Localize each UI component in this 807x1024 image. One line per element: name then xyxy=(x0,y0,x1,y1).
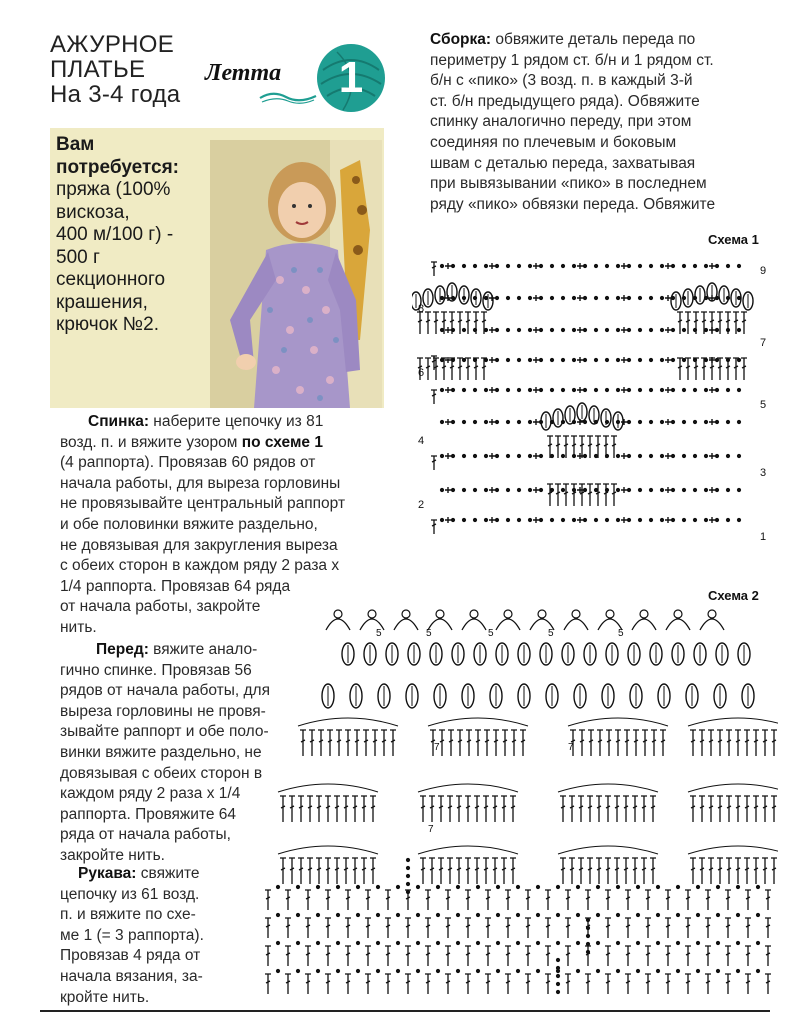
row-number: 7 xyxy=(760,337,767,349)
pered-line: каждом ряду 2 раза х 1/4 xyxy=(60,785,241,803)
brand-logo: Летта xyxy=(205,60,282,86)
row-number: 4 xyxy=(418,435,425,447)
materials-text xyxy=(56,134,220,337)
scheme-2-diagram xyxy=(258,600,778,1005)
sborka-line: спинку аналогично переду, при этом xyxy=(430,113,692,131)
sborka-line: периметру 1 рядом ст. б/н и 1 рядом ст. xyxy=(430,51,714,69)
stitch-count-label: 5 xyxy=(618,628,624,639)
materials-box xyxy=(50,128,384,408)
spinka-line: не провязывайте центральный раппорт xyxy=(60,495,346,513)
scheme-2-label: Схема 2 xyxy=(708,588,759,603)
pered-text: вяжите анало- xyxy=(148,641,258,658)
spinka-line: от начала работы, закройте xyxy=(60,598,261,616)
scheme-1-label: Схема 1 xyxy=(708,232,759,247)
materials-heading-2: потребуется: xyxy=(56,156,179,178)
row-number: 8 xyxy=(418,303,425,315)
spinka-line: с обеих сторон в каждом ряду 2 раза х xyxy=(60,557,340,575)
spinka-text: возд. п. и вяжите узором xyxy=(60,433,242,451)
scheme-1-row-numbers xyxy=(418,265,766,543)
pered-line: гично спинке. Провязав 56 xyxy=(60,661,252,679)
row-number: 9 xyxy=(760,265,767,277)
row-number: 5 xyxy=(760,399,767,411)
spinka-line: и обе половинки вяжите раздельно, xyxy=(60,515,318,533)
sborka-text: обвяжите деталь переда по xyxy=(491,31,696,48)
rukava-label: Рукава: xyxy=(78,865,137,882)
sborka-line: ст. б/н предыдущего ряда). Обвяжите xyxy=(430,92,700,110)
materials-line: пряжа (100% xyxy=(56,179,171,200)
materials-line: 500 г xyxy=(56,246,100,268)
stitch-count-label: 7 xyxy=(434,742,440,753)
sborka-label: Сборка: xyxy=(430,31,492,48)
stitch-count-label: 5 xyxy=(426,628,432,639)
materials-line: крючок №2. xyxy=(56,314,159,335)
pered-label: Перед: xyxy=(96,641,149,658)
stitch-count-label: 7 xyxy=(428,824,434,835)
article-title xyxy=(50,32,180,107)
pered-line: раппорта. Провяжите 64 xyxy=(60,805,237,823)
page-bottom-rule xyxy=(40,1010,770,1012)
row-number: 2 xyxy=(418,499,425,511)
spinka-line: нить. xyxy=(60,618,97,636)
sborka-line: швам с деталью переда, захватывая xyxy=(430,154,696,172)
spinka-text: наберите цепочку из 81 xyxy=(149,413,324,430)
stitch-count-label: 5 xyxy=(548,628,554,639)
stitch-count-label: 7 xyxy=(568,742,574,753)
materials-line: крашения, xyxy=(56,291,148,313)
spinka-label: Спинка: xyxy=(88,413,149,430)
sborka-line: при вывязывании «пико» в последнем xyxy=(430,175,707,193)
title-line-2: ПЛАТЬЕ xyxy=(50,56,146,83)
pered-line: винки вяжите раздельно, не xyxy=(60,743,262,761)
pered-line: довязывая с обеих сторон в xyxy=(60,764,263,782)
materials-heading-1: Вам xyxy=(56,134,95,155)
sborka-line: ряду «пико» обвязки переда. Обвяжите xyxy=(430,195,716,213)
spinka-line: 1/4 раппорта. Провязав 64 ряда xyxy=(60,577,291,595)
sborka-line: соединяя по плечевым и боковым xyxy=(430,133,677,151)
pered-line: зывайте раппорт и обе поло- xyxy=(60,723,269,741)
materials-line: вискоза, xyxy=(56,201,130,223)
rukava-line: начала вязания, за- xyxy=(60,967,203,985)
pered-line: рядов от начала работы, для xyxy=(60,682,270,700)
materials-line: 400 м/100 г) - xyxy=(56,224,174,245)
sborka-paragraph xyxy=(430,30,780,215)
brand-swash-icon xyxy=(258,88,318,106)
spinka-scheme-ref: по схеме 1 xyxy=(241,433,323,451)
stitch-count-label: 5 xyxy=(376,628,382,639)
sborka-line: б/н с «пико» (3 возд. п. в каждый 3-й xyxy=(430,72,693,90)
spinka-line: не довязывая для закругления выреза xyxy=(60,536,338,554)
rukava-line: ме 1 (= 3 раппорта). xyxy=(60,926,204,944)
row-number: 6 xyxy=(418,367,425,379)
rukava-line: кройте нить. xyxy=(60,988,150,1006)
spinka-line: (4 раппорта). Провязав 60 рядов от xyxy=(60,454,316,472)
stitch-count-label: 5 xyxy=(488,628,494,639)
rukava-line: Провязав 4 ряда от xyxy=(60,947,201,965)
scheme-1-diagram xyxy=(412,252,772,552)
spinka-line: начала работы, для выреза горловины xyxy=(60,474,341,492)
pered-line: закройте нить. xyxy=(60,846,165,864)
child-dress-photo xyxy=(210,140,382,408)
pered-line: ряда от начала работы, xyxy=(60,826,231,844)
pered-line: выреза горловины не провя- xyxy=(60,702,266,720)
rukava-text: свяжите xyxy=(136,865,200,882)
title-line-1: АЖУРНОЕ xyxy=(50,31,175,58)
row-number: 3 xyxy=(760,467,767,479)
row-number: 1 xyxy=(760,531,767,543)
rukava-paragraph xyxy=(60,864,260,1008)
materials-line: секционного xyxy=(56,269,166,290)
scheme-1-symbols xyxy=(412,262,753,534)
rukava-line: цепочку из 61 возд. xyxy=(60,885,200,903)
issue-number: 1 xyxy=(338,53,364,102)
rukava-line: п. и вяжите по схе- xyxy=(60,906,196,924)
scheme-2-symbols xyxy=(265,610,778,994)
title-line-3: На 3-4 года xyxy=(50,81,181,108)
